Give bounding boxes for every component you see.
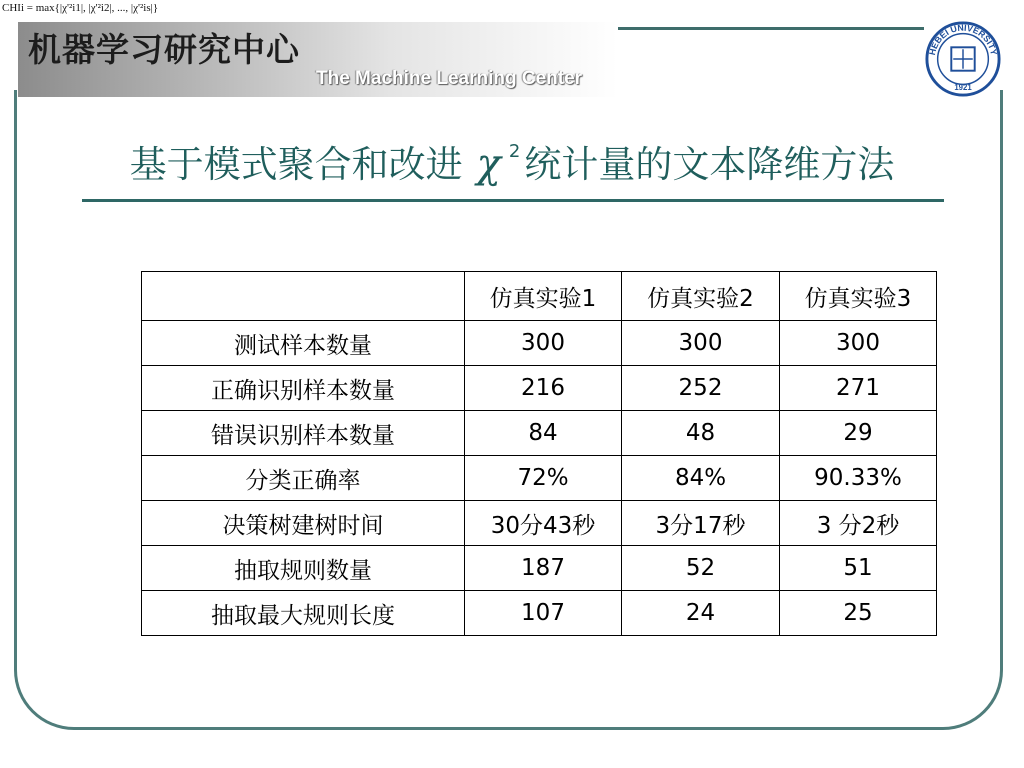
row-label: 错误识别样本数量 [142,411,465,456]
table-cell: 72% [465,456,622,501]
table-cell: 3 分2秒 [780,501,937,546]
header-cell: 仿真实验1 [465,272,622,321]
header-cell: 仿真实验3 [780,272,937,321]
table-row [142,321,937,366]
chi-superscript: 2 [508,141,521,162]
table-cell: 51 [780,546,937,591]
table-cell: 84% [622,456,780,501]
row-label: 正确识别样本数量 [142,366,465,411]
title-underline [82,199,944,202]
table-header-row [142,272,937,321]
header-rule [618,27,924,30]
table-cell: 48 [622,411,780,456]
table-cell: 107 [465,591,622,636]
seal-university-name: HEBEI UNIVERSITY [926,22,1000,57]
table-row [142,411,937,456]
university-seal-logo [924,20,1002,98]
chi-symbol: χ [476,141,501,187]
table-cell: 187 [465,546,622,591]
title-part-1: 基于模式聚合和改进 [129,143,463,186]
chi-formula: CHIi = max{|χ'²i1|, |χ'²i2|, ..., |χ'²is|} [2,2,159,14]
header-cell [142,272,465,321]
table-cell: 25 [780,591,937,636]
row-label: 决策树建树时间 [142,501,465,546]
table-row [142,366,937,411]
table-cell: 90.33% [780,456,937,501]
slide-title [0,134,1024,188]
title-part-2: 统计量的文本降维方法 [524,143,895,186]
table-cell: 216 [465,366,622,411]
table-row [142,546,937,591]
table-cell: 300 [780,321,937,366]
results-table [141,271,937,636]
table-cell: 252 [622,366,780,411]
table-cell: 29 [780,411,937,456]
table-cell: 30分43秒 [465,501,622,546]
table-row [142,591,937,636]
seal-year: 1921 [954,83,972,93]
table-cell: 84 [465,411,622,456]
table-cell: 52 [622,546,780,591]
header-cell: 仿真实验2 [622,272,780,321]
table-cell: 3分17秒 [622,501,780,546]
row-label: 测试样本数量 [142,321,465,366]
table-row [142,456,937,501]
banner-english-title: The Machine Learning Center [316,68,583,89]
table-cell: 300 [622,321,780,366]
table-cell: 24 [622,591,780,636]
table-cell: 300 [465,321,622,366]
table-row [142,501,937,546]
row-label: 分类正确率 [142,456,465,501]
table-cell: 271 [780,366,937,411]
row-label: 抽取规则数量 [142,546,465,591]
banner-chinese-title: 机器学习研究中心 [28,30,300,69]
row-label: 抽取最大规则长度 [142,591,465,636]
slide-frame-edge [1000,98,1003,118]
